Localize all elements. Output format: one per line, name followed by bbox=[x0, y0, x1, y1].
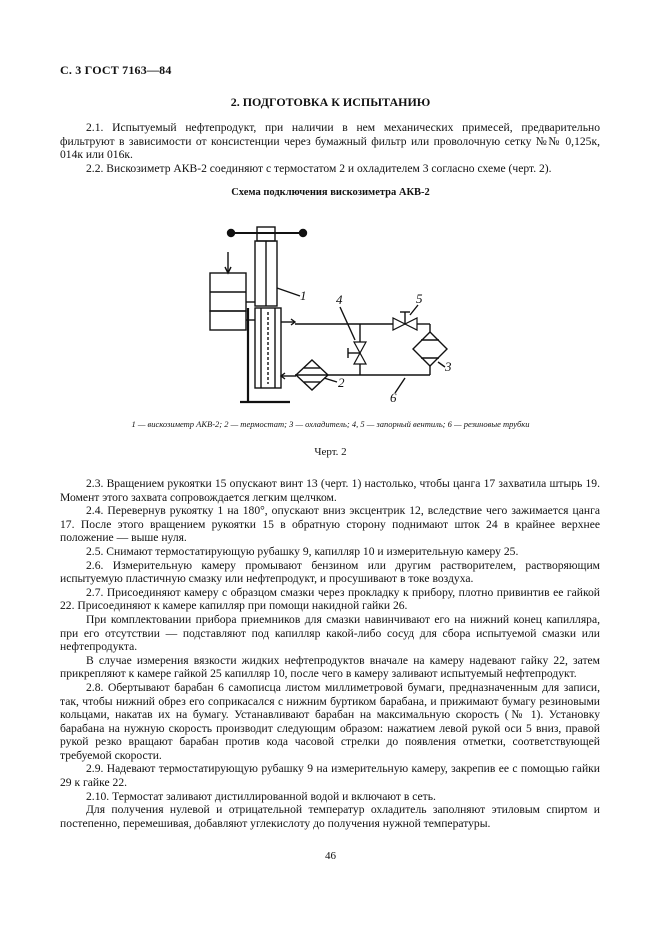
paragraph-2-9: 2.9. Надевают термостатирующую рубашку 9 на измерительную камеру, закрепив ее с помощью гайки 29 к гайке 22. bbox=[60, 762, 600, 790]
viscometer-connection-diagram bbox=[200, 212, 470, 412]
paragraph-2-7-liquid: В случае измерения вязкости жидких нефтепродуктов вначале на камеру надевают гайку 22, затем прикрепляют к камере гайкой 25 капилляр 10, после чего в камеру заливают испытуемый нефтепродукт. bbox=[60, 653, 600, 681]
page-header: С. 3 ГОСТ 7163—84 bbox=[60, 63, 172, 77]
figure-number: Черт. 2 bbox=[314, 446, 347, 458]
diagram-label-5: 5 bbox=[416, 291, 423, 306]
figure-caption: 1 — вискозиметр АКВ-2; 2 — термостат; 3 — охладитель; 4, 5 — запорный вентиль; 6 — резиновые трубки bbox=[131, 419, 530, 429]
paragraph-2-4: 2.4. Перевернув рукоятку 1 на 180°, опускают вниз эксцентрик 12, вследствие чего зажимается цанга 17. После этого вращением рукоятки 15 в обратную сторону поднимают шток 24 в крайнее верхнее положение — выше нуля. bbox=[60, 504, 600, 545]
diagram-label-2: 2 bbox=[338, 375, 345, 390]
paragraph-2-1: 2.1. Испытуемый нефтепродукт, при наличии в нем механических примесей, предварительно фильтруют в зависимости от консистенции через бумажный фильтр или проволочную сетку №№ 0,125к, 014к или 016к. bbox=[60, 121, 600, 162]
paragraph-2-3: 2.3. Вращением рукоятки 15 опускают винт 13 (черт. 1) настолько, чтобы цанга 17 захватила штырь 19. Момент этого захвата сопровождается легким щелчком. bbox=[60, 477, 600, 504]
paragraph-2-7-note: При комплектовании прибора приемников для смазки навинчивают его на нижний конец капилляра, при его отсутствии — подставляют под капилляр какой-либо сосуд для сбора испытуемой смазки или нефтепродукта. bbox=[60, 612, 600, 654]
diagram-label-1: 1 bbox=[300, 288, 307, 303]
diagram-label-3: 3 bbox=[445, 359, 452, 374]
page-number: 46 bbox=[325, 850, 336, 862]
scheme-title: Схема подключения вискозиметра АКВ-2 bbox=[231, 187, 430, 198]
paragraph-2-10-cooling: Для получения нулевой и отрицательной температур охладитель заполняют этиловым спиртом и постепенно, перемешивая, добавляют углекислоту до получения нужной температуры. bbox=[60, 803, 600, 830]
paragraph-2-7: 2.7. Присоединяют камеру с образцом смазки через прокладку к прибору, плотно привинтив ее гайкой 22. Присоединяют к камере капилляр при помощи накидной гайки 26. bbox=[60, 585, 600, 613]
text-block-top bbox=[60, 121, 600, 175]
paragraph-2-2: 2.2. Вискозиметр АКВ-2 соединяют с термостатом 2 и охладителем 3 согласно схеме (черт. 2). bbox=[86, 161, 552, 175]
paragraph-2-8: 2.8. Обертывают барабан 6 самописца листом миллиметровой бумаги, предназначенным для записи, так, чтобы нижний обрез его соприкасался с нижним буртиком барабана, и прижимают бумагу резиновыми кольцами, накатав их на бумагу. Устанавливают барабан на максимальную скорость (№ 1). Установку барабана на нужную скорость производит следующим образом: нажатием левой рукой оси 5 вниз, правой рукой резко вращают барабан против кода часовой стрелки до появления отметки, соответствующей требуемой скорости. bbox=[60, 680, 600, 762]
paragraph-2-10: 2.10. Термостат заливают дистиллированной водой и включают в сеть. bbox=[86, 789, 436, 803]
paragraph-2-5: 2.5. Снимают термостатирующую рубашку 9, капилляр 10 и измерительную камеру 25. bbox=[86, 544, 519, 558]
section-title: 2. ПОДГОТОВКА К ИСПЫТАНИЮ bbox=[230, 95, 431, 109]
paragraph-2-6: 2.6. Измерительную камеру промывают бензином или другим растворителем, растворяющим испытуемую пластичную смазку или нефтепродукт, и просушивают в токе воздуха. bbox=[60, 558, 600, 586]
diagram-label-6: 6 bbox=[390, 390, 397, 405]
text-block-bottom bbox=[60, 477, 600, 830]
diagram-label-4: 4 bbox=[336, 292, 343, 307]
